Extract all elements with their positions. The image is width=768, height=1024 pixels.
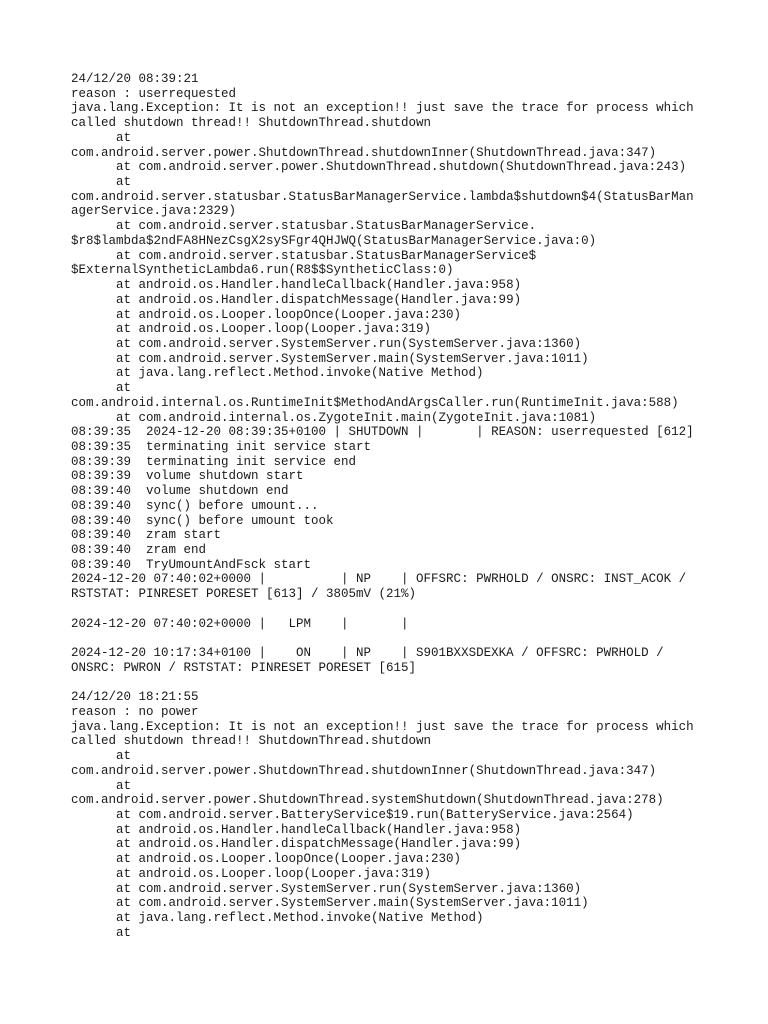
log-timestamp: 24/12/20 18:21:55 <box>71 690 199 705</box>
blank-line <box>71 675 731 690</box>
stack-frame: at com.android.server.SystemServer.run(SystemServer.java:1360) <box>116 881 582 896</box>
stack-frame: at com.android.server.statusbar.StatusBarManagerService. <box>116 219 537 234</box>
stack-frame: com.android.server.power.ShutdownThread.systemShutdown(ShutdownThread.java:278) <box>71 793 664 808</box>
stack-frame: at <box>116 130 132 145</box>
log-entry: 08:39:39 volume shutdown start <box>71 469 304 484</box>
log-document <box>71 72 731 940</box>
log-exception: called shutdown thread!! ShutdownThread.shutdown <box>71 734 432 749</box>
log-exception: called shutdown thread!! ShutdownThread.shutdown <box>71 116 432 131</box>
stack-frame: at <box>116 381 132 396</box>
log-entry: 08:39:40 zram start <box>71 528 222 543</box>
stack-frame: at com.android.server.BatteryService$19.run(BatteryService.java:2564) <box>116 807 634 822</box>
power-state-entry: 2024-12-20 10:17:34+0100 | ON | NP | S901BXXSDEXKA / OFFSRC: PWRHOLD / <box>71 646 664 661</box>
stack-frame: at android.os.Handler.handleCallback(Handler.java:958) <box>116 822 522 837</box>
stack-frame: at com.android.internal.os.ZygoteInit.main(ZygoteInit.java:1081) <box>116 410 597 425</box>
log-entry: 08:39:40 sync() before umount... <box>71 498 319 513</box>
stack-frame: $ExternalSyntheticLambda6.run(R8$$SyntheticClass:0) <box>71 263 454 278</box>
stack-frame: at android.os.Looper.loopOnce(Looper.java:230) <box>116 852 462 867</box>
stack-frame: at com.android.server.power.ShutdownThread.shutdown(ShutdownThread.java:243) <box>116 160 687 175</box>
stack-frame: agerService.java:2329) <box>71 204 237 219</box>
stack-frame: at android.os.Handler.dispatchMessage(Handler.java:99) <box>116 292 522 307</box>
stack-frame: at android.os.Looper.loop(Looper.java:319) <box>116 322 432 337</box>
log-timestamp: 24/12/20 08:39:21 <box>71 72 199 86</box>
power-state-entry: 2024-12-20 07:40:02+0000 | LPM | | <box>71 616 409 631</box>
stack-frame: at <box>116 925 132 940</box>
stack-frame: at android.os.Looper.loopOnce(Looper.java:230) <box>116 307 462 322</box>
log-entry: 08:39:40 TryUmountAndFsck start <box>71 557 312 572</box>
stack-frame: at com.android.server.SystemServer.main(SystemServer.java:1011) <box>116 351 589 366</box>
stack-frame: at <box>116 175 132 190</box>
stack-frame: at android.os.Looper.loop(Looper.java:319) <box>116 866 432 881</box>
stack-frame: at com.android.server.SystemServer.main(SystemServer.java:1011) <box>116 896 589 911</box>
log-entry: 08:39:40 volume shutdown end <box>71 484 289 499</box>
stack-frame: at com.android.server.SystemServer.run(SystemServer.java:1360) <box>116 336 582 351</box>
power-state-entry: RSTSTAT: PINRESET PORESET [613] / 3805mV (21%) <box>71 587 417 602</box>
log-exception: java.lang.Exception: It is not an exception!! just save the trace for process which <box>71 719 694 734</box>
log-entry: 08:39:35 2024-12-20 08:39:35+0100 | SHUTDOWN | | REASON: userrequested [612] <box>71 425 694 440</box>
log-reason: reason : userrequested <box>71 86 237 101</box>
stack-frame: com.android.server.power.ShutdownThread.shutdownInner(ShutdownThread.java:347) <box>71 145 657 160</box>
log-exception: java.lang.Exception: It is not an exception!! just save the trace for process which <box>71 101 694 116</box>
blank-line <box>71 631 731 646</box>
stack-frame: com.android.server.statusbar.StatusBarManagerService.lambda$shutdown$4(StatusBarMan <box>71 189 694 204</box>
stack-frame: at com.android.server.statusbar.StatusBarManagerService$ <box>116 248 537 263</box>
stack-frame: at android.os.Handler.dispatchMessage(Handler.java:99) <box>116 837 522 852</box>
log-entry: 08:39:35 terminating init service start <box>71 439 372 454</box>
power-state-entry: ONSRC: PWRON / RSTSTAT: PINRESET PORESET [615] <box>71 660 417 675</box>
log-entry: 08:39:40 sync() before umount took <box>71 513 334 528</box>
stack-frame: at java.lang.reflect.Method.invoke(Native Method) <box>116 366 484 381</box>
log-entry: 08:39:40 zram end <box>71 543 207 557</box>
stack-frame: at java.lang.reflect.Method.invoke(Native Method) <box>116 910 484 925</box>
log-entry: 08:39:39 terminating init service end <box>71 454 357 469</box>
power-state-entry: 2024-12-20 07:40:02+0000 | | NP | OFFSRC: PWRHOLD / ONSRC: INST_ACOK / <box>71 572 687 587</box>
stack-frame: at android.os.Handler.handleCallback(Handler.java:958) <box>116 278 522 293</box>
stack-frame: $r8$lambda$2ndFA8HNezCsgX2sySFgr4QHJWQ(StatusBarManagerService.java:0) <box>71 233 597 248</box>
log-reason: reason : no power <box>71 704 199 719</box>
stack-frame: at <box>116 749 132 764</box>
blank-line <box>71 602 731 617</box>
stack-frame: at <box>116 778 132 793</box>
stack-frame: com.android.internal.os.RuntimeInit$MethodAndArgsCaller.run(RuntimeInit.java:588) <box>71 395 679 410</box>
stack-frame: com.android.server.power.ShutdownThread.shutdownInner(ShutdownThread.java:347) <box>71 763 657 778</box>
